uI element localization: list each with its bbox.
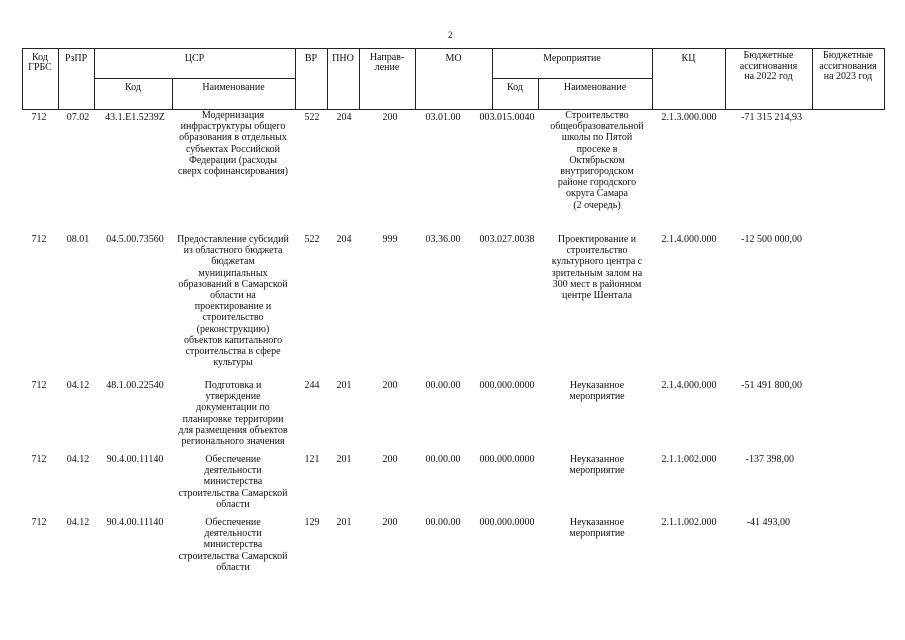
cell-mer-kod: 000.000.0000 (479, 517, 535, 528)
cell-budget-2022: -41 493,00 (746, 517, 790, 528)
header-kc: КЦ (681, 52, 696, 64)
cell-mo: 03.36.00 (425, 234, 461, 245)
page-number: 2 (448, 30, 453, 40)
header-pno: ПНО (332, 52, 354, 64)
cell-pno: 201 (336, 380, 352, 391)
cell-csr-kod: 43.1.E1.5239Z (105, 112, 165, 123)
cell-csr-name: Обеспечение деятельности министерства строительства Самарской области (178, 454, 288, 510)
cell-mo: 00.00.00 (425, 380, 461, 391)
header-mer-name: Наименование (563, 81, 627, 93)
cell-pno: 201 (336, 454, 352, 465)
cell-budget-2022: -137 398,00 (745, 454, 794, 465)
cell-vr: 129 (304, 517, 320, 528)
header-mer-kod: Код (507, 81, 523, 93)
header-mo: МО (445, 52, 462, 64)
cell-rzpr: 04.12 (66, 454, 90, 465)
cell-budget-2022: -51 491 800,00 (741, 380, 802, 391)
cell-csr-name: Обеспечение деятельности министерства строительства Самарской области (178, 517, 288, 573)
cell-napr: 999 (382, 234, 398, 245)
cell-rzpr: 04.12 (66, 517, 90, 528)
cell-mer-kod: 003.027.0038 (479, 234, 535, 245)
cell-kc: 2.1.4.000.000 (661, 234, 717, 245)
header-vr: ВР (304, 52, 318, 64)
cell-mer-name: Неуказанное мероприятие (569, 454, 625, 477)
header-rzpr: РзПР (64, 52, 88, 64)
cell-mo: 00.00.00 (425, 517, 461, 528)
cell-csr-kod: 90.4.00.11140 (106, 454, 164, 465)
cell-mo: 00.00.00 (425, 454, 461, 465)
cell-mer-kod: 000.000.0000 (479, 454, 535, 465)
cell-csr-kod: 04.5.00.73560 (106, 234, 164, 245)
cell-napr: 200 (382, 112, 398, 123)
cell-vr: 522 (304, 112, 320, 123)
cell-csr-name: Модернизация инфраструктуры общего образования в отдельных субъектах Российской Федерации (расходы сверх софинансирования) (178, 110, 288, 178)
cell-mer-name: Неуказанное мероприятие (569, 380, 625, 403)
cell-napr: 200 (382, 517, 398, 528)
cell-vr: 244 (304, 380, 320, 391)
cell-napr: 200 (382, 380, 398, 391)
cell-pno: 204 (336, 234, 352, 245)
cell-grbs: 712 (31, 112, 47, 123)
cell-napr: 200 (382, 454, 398, 465)
cell-mer-name: Проектирование и строительство культурного центра с зрительным залом на 300 мест в районном центре Шентала (551, 234, 643, 302)
cell-budget-2022: -12 500 000,00 (741, 234, 802, 245)
cell-csr-name: Предоставление субсидий из областного бюджета бюджетам муниципальных образований в Самарской области на проектирование и строительство (реконструкцию) объектов капитального строительства в сфере культуры (177, 234, 289, 369)
header-napr: Направ- ление (369, 51, 405, 73)
cell-grbs: 712 (31, 517, 47, 528)
cell-mer-kod: 000.000.0000 (479, 380, 535, 391)
cell-csr-kod: 90.4.00.11140 (106, 517, 164, 528)
cell-grbs: 712 (31, 454, 47, 465)
cell-kc: 2.1.1.002.000 (661, 517, 717, 528)
cell-grbs: 712 (31, 234, 47, 245)
header-csr-name: Наименование (202, 81, 265, 93)
cell-mer-name: Строительство общеобразовательной школы по Пятой просеке в Октябрьском внутригородском районе городского округа Самара (2 очередь) (550, 110, 644, 211)
cell-rzpr: 07.02 (66, 112, 90, 123)
cell-csr-name: Подготовка и утверждение документации по планировке территории для размещения объектов регионального значения (178, 380, 288, 448)
header-kod-grbs: Код ГРБС (28, 51, 52, 73)
cell-grbs: 712 (31, 380, 47, 391)
header-budget-2022: Бюджетные ассигнования на 2022 год (739, 50, 798, 83)
cell-pno: 204 (336, 112, 352, 123)
cell-mo: 03.01.00 (425, 112, 461, 123)
cell-mer-name: Неуказанное мероприятие (569, 517, 625, 540)
cell-vr: 522 (304, 234, 320, 245)
cell-budget-2022: -71 315 214,93 (741, 112, 802, 123)
cell-kc: 2.1.3.000.000 (661, 112, 717, 123)
cell-kc: 2.1.1.002.000 (661, 454, 717, 465)
header-csr: ЦСР (184, 52, 205, 64)
cell-rzpr: 04.12 (66, 380, 90, 391)
cell-rzpr: 08.01 (66, 234, 90, 245)
header-budget-2023: Бюджетные ассигнования на 2023 год (819, 50, 877, 83)
cell-vr: 121 (304, 454, 320, 465)
cell-csr-kod: 48.1.00.22540 (106, 380, 164, 391)
cell-pno: 201 (336, 517, 352, 528)
header-csr-kod: Код (125, 81, 141, 93)
header-meropriyatie: Мероприятие (543, 52, 601, 64)
cell-kc: 2.1.4.000.000 (661, 380, 717, 391)
cell-mer-kod: 003.015.0040 (479, 112, 535, 123)
